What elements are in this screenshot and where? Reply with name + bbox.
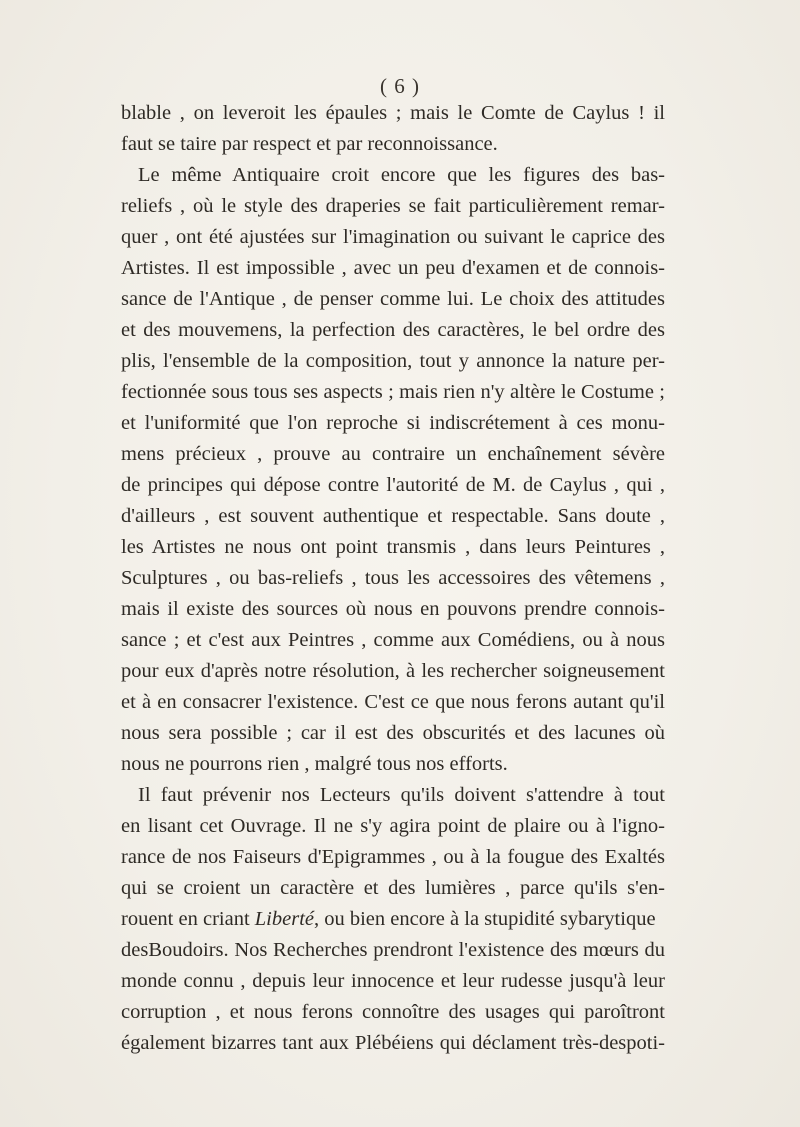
text-line: également bizarres tant aux Plébéiens qui déclament très-despoti- <box>121 1032 665 1054</box>
text-line: mens précieux , prouve au contraire un enchaînement sévère <box>121 443 665 465</box>
text-line: nous ne pourrons rien , malgré tous nos efforts. <box>121 753 508 775</box>
text-line: Artistes. Il est impossible , avec un peu d'examen et de connois- <box>121 257 665 279</box>
text-line-with-italic <box>121 904 665 935</box>
text-segment: rouent en criant <box>121 908 250 930</box>
text-line: Sculptures , ou bas-reliefs , tous les accessoires des vêtemens , <box>121 567 665 589</box>
paragraph-start-line: Il faut prévenir nos Lecteurs qu'ils doivent s'attendre à tout <box>138 784 665 806</box>
text-segment: , ou bien encore à la stupidité sybarytique <box>313 908 656 930</box>
text-line: et à en consacrer l'existence. C'est ce que nous ferons autant qu'il <box>121 691 665 713</box>
text-line: blable , on leveroit les épaules ; mais le Comte de Caylus ! il <box>121 102 665 124</box>
text-line: d'ailleurs , est souvent authentique et respectable. Sans doute , <box>121 505 665 527</box>
text-line: monde connu , depuis leur innocence et leur rudesse jusqu'à leur <box>121 970 665 992</box>
text-line: sance de l'Antique , de penser comme lui. Le choix des attitudes <box>121 288 665 310</box>
text-line: plis, l'ensemble de la composition, tout y annonce la nature per- <box>121 350 665 372</box>
text-line: desBoudoirs. Nos Recherches prendront l'existence des mœurs du <box>121 939 665 961</box>
text-line: sance ; et c'est aux Peintres , comme aux Comédiens, ou à nous <box>121 629 665 651</box>
italic-word-liberte: Liberté <box>254 908 314 930</box>
text-line: quer , ont été ajustées sur l'imagination ou suivant le caprice des <box>121 226 665 248</box>
text-line: de principes qui dépose contre l'autorité de M. de Caylus , qui , <box>121 474 665 496</box>
text-line: pour eux d'après notre résolution, à les rechercher soigneusement <box>121 660 665 682</box>
text-line: nous sera possible ; car il est des obscurités et des lacunes où <box>121 722 665 744</box>
text-line: et l'uniformité que l'on reproche si indiscrétement à ces monu- <box>121 412 665 434</box>
text-line: les Artistes ne nous ont point transmis , dans leurs Peintures , <box>121 536 665 558</box>
text-line: faut se taire par respect et par reconnoissance. <box>121 133 498 155</box>
body-text <box>121 98 665 1059</box>
text-line: en lisant cet Ouvrage. Il ne s'y agira point de plaire ou à l'igno- <box>121 815 665 837</box>
text-line: corruption , et nous ferons connoître des usages qui paroîtront <box>121 1001 665 1023</box>
paragraph-start-line: Le même Antiquaire croit encore que les figures des bas- <box>138 164 665 186</box>
text-line: reliefs , où le style des draperies se fait particulièrement remar- <box>121 195 665 217</box>
text-line: fectionnée sous tous ses aspects ; mais rien n'y altère le Costume ; <box>121 381 665 403</box>
text-line: et des mouvemens, la perfection des caractères, le bel ordre des <box>121 319 665 341</box>
page-number: ( 6 ) <box>380 74 420 98</box>
text-line: mais il existe des sources où nous en pouvons prendre connois- <box>121 598 665 620</box>
text-line: qui se croient un caractère et des lumières , parce qu'ils s'en- <box>121 877 665 899</box>
text-line: rance de nos Faiseurs d'Epigrammes , ou à la fougue des Exaltés <box>121 846 665 868</box>
